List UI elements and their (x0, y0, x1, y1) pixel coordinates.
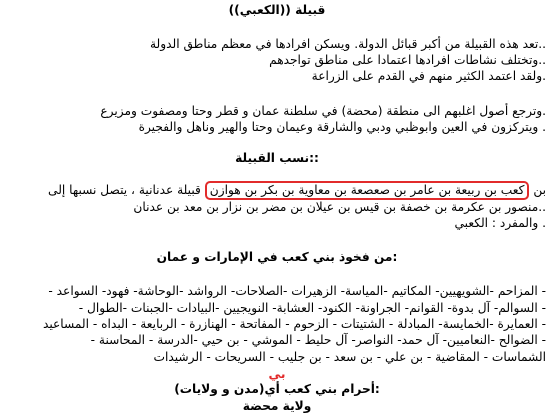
lineage-line-3: . والمفرد : الكعبي (454, 216, 546, 230)
lineage-heading: ::نسب القبيلة (235, 151, 319, 165)
subtribes-line-5: الشماسات - المقاضية - بن علي - بن سعد - بن جليب - السريحات - الرشيدات (153, 350, 546, 364)
lineage-line-1 (48, 182, 546, 198)
subtribes-heading: :من فخوذ بني كعب في الإمارات و عمان (156, 250, 398, 264)
subtribes-line-3: - العمايرة -الخمايسة- المبادلة - الشتيتات - الزحوم - المفاتحة - الهنازرة - الربايعة - البداه - المساعيد (42, 317, 546, 331)
highlighted-lineage: كعب بن ربيعة بن عامر بن صعصعة بن معاوية بن بكر بن هوازن (205, 181, 530, 200)
page-title: قبيلة ((الكعبي)) (228, 3, 326, 17)
ahram-heading: :أحرام بني كعب أي(مدن و ولايات) (174, 382, 380, 396)
intro-line-2: ..وتختلف نشاطات افرادها اعتمادا على مناطق تواجدهم (269, 53, 546, 67)
subtribes-line-2: - السوالم- آل بدوة- القوانم- الجراونة- الكنود- العشابة- النويجيين -البيادات -الجبنات -الطوال - (78, 301, 546, 315)
lineage-line-2: ..منصور بن عكرمة بن خصفة بن قيس بن عيلان بن مضر بن نزار بن معد بن عدنان (133, 200, 546, 214)
lineage-line-1-after: بن (533, 183, 546, 197)
trailing-letters: بي (268, 367, 286, 381)
location-line-1: .وترجع أصول اغلبهم الى منطقة (محضة) في سلطنة عمان و قطر وحتا ومصفوت ومزيرع (100, 104, 546, 118)
subtribes-line-4: - الضوالح -النعاميين- آل حمد- النواصر- آل حليط - الموشي - بن حيي -الدرسة - المحاسنة - (90, 333, 546, 347)
location-line-2: . ويتركزون في العين وابوظبي ودبي والشارقة وعيمان وحتا والهير وناهل والفجيرة (138, 120, 546, 134)
intro-line-3: .ولقد اعتمد الكثير منهم في القدم على الزراعة (311, 69, 546, 83)
intro-line-1: ..تعد هذه القبيلة من أكبر قبائل الدولة. ويسكن افرادها في معظم مناطق الدولة (149, 37, 546, 51)
lineage-line-1-before: قبيلة عدنانية ، يتصل نسبها إلى (48, 183, 201, 197)
subtribes-line-1: - المزاحم -الشويهيين- المكاتيم -المياسة- الزهيرات -الصلاحات- الرواشد -الوحاشة- فهود- السواعد - (48, 284, 546, 298)
ahram-first-item: ولاية محضة (242, 399, 312, 413)
